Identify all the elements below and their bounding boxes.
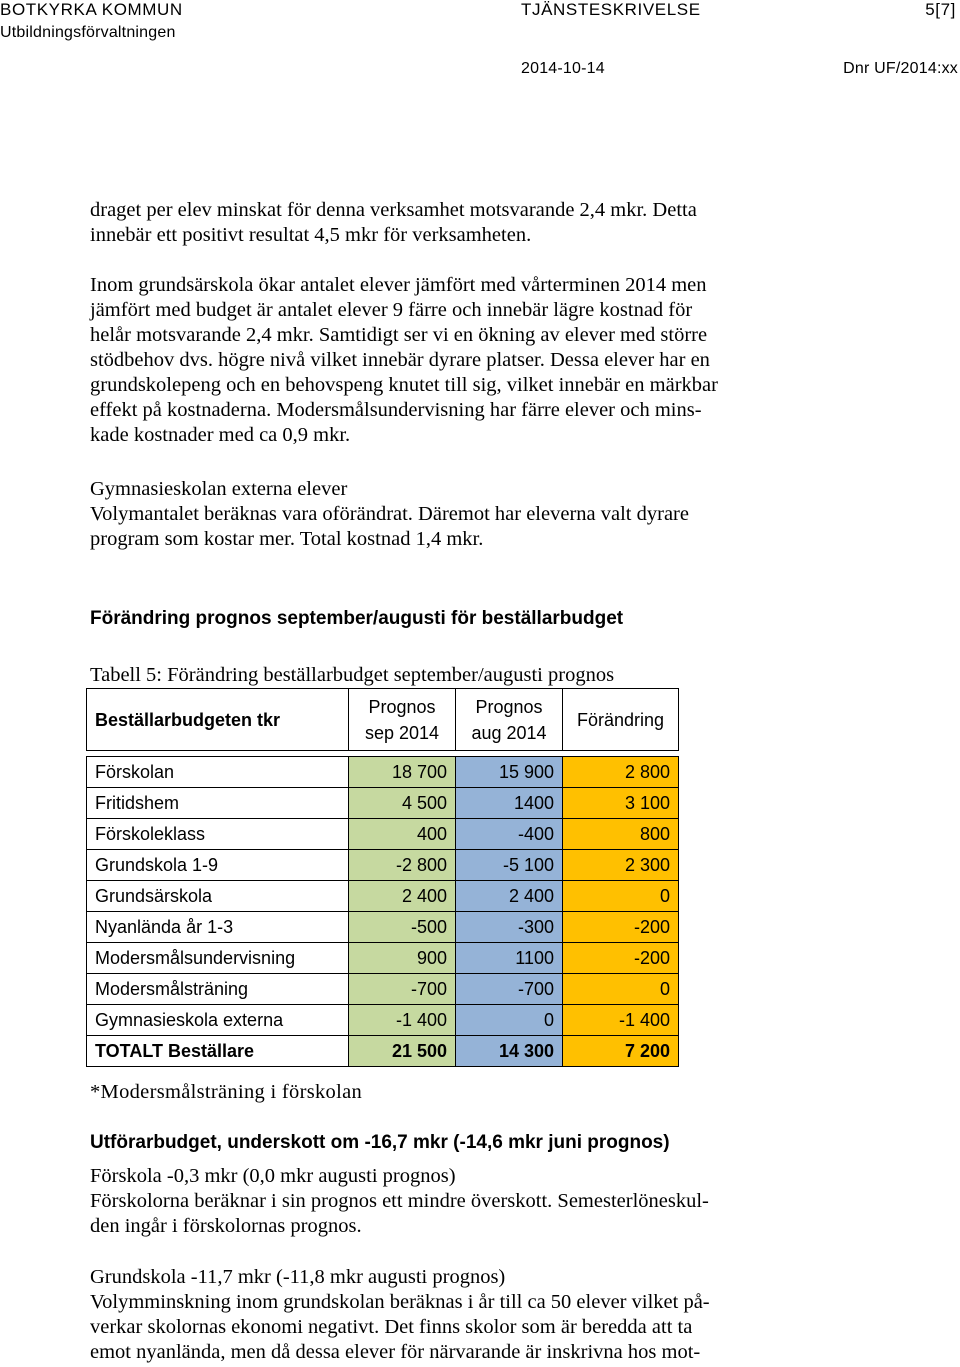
row-label: Fritidshem xyxy=(87,788,349,819)
paragraph-2 xyxy=(90,273,830,448)
text-line: draget per elev minskat för denna verksamhet motsvarande 2,4 mkr. Detta xyxy=(90,199,697,221)
text-line: innebär ett positivt resultat 4,5 mkr för verksamheten. xyxy=(90,224,532,246)
aug-value: 15 900 xyxy=(456,757,563,788)
text-line: program som kostar mer. Total kostnad 1,4 mkr. xyxy=(90,528,484,550)
aug-value: 0 xyxy=(456,1005,563,1036)
text-line: effekt på kostnaderna. Modersmålsundervisning har färre elever och mins- xyxy=(90,399,702,421)
sep-value: -700 xyxy=(349,974,456,1005)
org-name: BOTKYRKA KOMMUN xyxy=(0,0,183,19)
header-line: Prognos xyxy=(475,696,543,717)
paragraph-1 xyxy=(90,198,830,248)
text-line: stödbehov dvs. högre nivå vilket innebär dyrare platser. Dessa elever har en xyxy=(90,349,710,371)
change-value: 2 300 xyxy=(563,850,679,881)
table-row xyxy=(87,819,679,850)
total-aug-value: 14 300 xyxy=(456,1036,563,1067)
header-line: Prognos xyxy=(368,696,436,717)
budget-table xyxy=(86,688,679,1067)
table-row xyxy=(87,1005,679,1036)
row-label: Förskolan xyxy=(87,757,349,788)
change-value: -200 xyxy=(563,943,679,974)
aug-value: 2 400 xyxy=(456,881,563,912)
text-line: Förskola -0,3 mkr (0,0 mkr augusti prognos) xyxy=(90,1165,456,1187)
row-label: Gymnasieskola externa xyxy=(87,1005,349,1036)
text-line: Inom grundsärskola ökar antalet elever jämfört med vårterminen 2014 men xyxy=(90,274,707,296)
table-row xyxy=(87,788,679,819)
sep-value: 18 700 xyxy=(349,757,456,788)
total-change-value: 7 200 xyxy=(563,1036,679,1067)
column-header-aug xyxy=(456,689,563,751)
document-dnr: Dnr UF/2014:xx xyxy=(843,60,958,77)
paragraph-3 xyxy=(90,477,830,552)
change-value: -200 xyxy=(563,912,679,943)
change-value: -1 400 xyxy=(563,1005,679,1036)
sep-value: 2 400 xyxy=(349,881,456,912)
aug-value: -5 100 xyxy=(456,850,563,881)
table-row xyxy=(87,850,679,881)
table-header-row xyxy=(87,689,679,751)
text-line: emot nyanlända, men då dessa elever för närvarande är inskrivna hos mot- xyxy=(90,1341,701,1363)
sep-value: -2 800 xyxy=(349,850,456,881)
section-heading: Förändring prognos september/augusti för beställarbudget xyxy=(90,608,624,629)
document-type: TJÄNSTESKRIVELSE xyxy=(521,0,701,19)
text-line: jämfört med budget är antalet elever 9 färre och innebär lägre kostnad för xyxy=(90,299,693,321)
department-name: Utbildningsförvaltningen xyxy=(0,24,176,41)
row-label: Förskoleklass xyxy=(87,819,349,850)
table-footnote: *Modersmålsträning i förskolan xyxy=(90,1081,363,1103)
text-line: Gymnasieskolan externa elever xyxy=(90,478,348,500)
sep-value: -500 xyxy=(349,912,456,943)
text-line: grundskolepeng och en behovspeng knutet till sig, vilket innebär en märkbar xyxy=(90,374,718,396)
text-line: kade kostnader med ca 0,9 mkr. xyxy=(90,424,351,446)
total-sep-value: 21 500 xyxy=(349,1036,456,1067)
sep-value: -1 400 xyxy=(349,1005,456,1036)
table-row xyxy=(87,881,679,912)
aug-value: 1100 xyxy=(456,943,563,974)
text-line: Grundskola -11,7 mkr (-11,8 mkr augusti prognos) xyxy=(90,1266,506,1288)
table-row xyxy=(87,757,679,788)
change-value: 0 xyxy=(563,881,679,912)
table-row xyxy=(87,943,679,974)
column-header-name: Beställarbudgeten tkr xyxy=(87,689,349,751)
column-header-sep xyxy=(349,689,456,751)
header-line: aug 2014 xyxy=(471,722,547,743)
paragraph-5 xyxy=(90,1265,830,1365)
row-label: Grundskola 1-9 xyxy=(87,850,349,881)
table-caption: Tabell 5: Förändring beställarbudget september/augusti prognos xyxy=(90,664,615,686)
aug-value: -300 xyxy=(456,912,563,943)
document-date: 2014-10-14 xyxy=(521,60,605,77)
sep-value: 400 xyxy=(349,819,456,850)
row-label: Grundsärskola xyxy=(87,881,349,912)
text-line: den ingår i förskolornas prognos. xyxy=(90,1215,362,1237)
text-line: helår motsvarande 2,4 mkr. Samtidigt ser vi en ökning av elever med större xyxy=(90,324,708,346)
text-line: verkar skolornas ekonomi negativt. Det finns skolor som är beredda att ta xyxy=(90,1316,693,1338)
text-line: Förskolorna beräknar i sin prognos ett mindre överskott. Semesterlöneskul- xyxy=(90,1190,709,1212)
text-line: Volymantalet beräknas vara oförändrat. Däremot har eleverna valt dyrare xyxy=(90,503,689,525)
aug-value: -700 xyxy=(456,974,563,1005)
paragraph-4 xyxy=(90,1164,830,1239)
change-value: 3 100 xyxy=(563,788,679,819)
aug-value: 1400 xyxy=(456,788,563,819)
row-label: Modersmålsträning xyxy=(87,974,349,1005)
row-label: Nyanlända år 1-3 xyxy=(87,912,349,943)
header-line: sep 2014 xyxy=(364,722,440,743)
section-heading-2: Utförarbudget, underskott om -16,7 mkr (-14,6 mkr juni prognos) xyxy=(90,1132,670,1153)
total-label: TOTALT Beställare xyxy=(87,1036,349,1067)
column-header-change: Förändring xyxy=(563,689,679,751)
page-number: 5[7] xyxy=(925,0,956,19)
sep-value: 900 xyxy=(349,943,456,974)
table-row xyxy=(87,974,679,1005)
aug-value: -400 xyxy=(456,819,563,850)
sep-value: 4 500 xyxy=(349,788,456,819)
text-line: Volymminskning inom grundskolan beräknas i år till ca 50 elever vilket på- xyxy=(90,1291,710,1313)
row-label: Modersmålsundervisning xyxy=(87,943,349,974)
change-value: 800 xyxy=(563,819,679,850)
table-total-row xyxy=(87,1036,679,1067)
change-value: 0 xyxy=(563,974,679,1005)
table-row xyxy=(87,912,679,943)
change-value: 2 800 xyxy=(563,757,679,788)
